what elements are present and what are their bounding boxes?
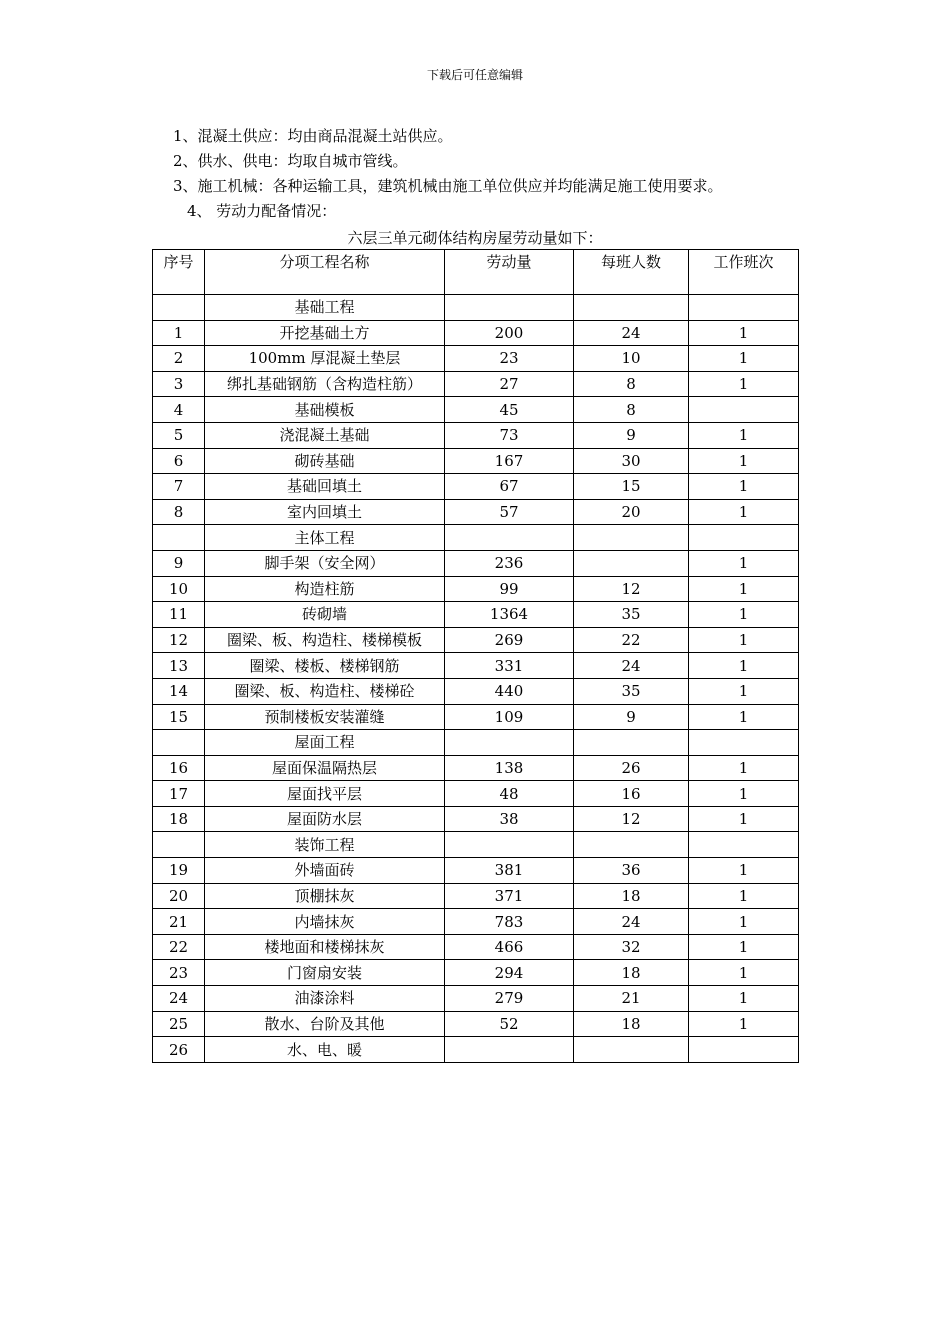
cell-labor: 99: [445, 576, 574, 602]
table-row: [153, 934, 799, 960]
table-row: [153, 320, 799, 346]
cell-labor: 23: [445, 346, 574, 372]
table-row: [153, 653, 799, 679]
cell-index: [153, 730, 205, 756]
cell-shifts: 1: [689, 627, 799, 653]
cell-item-name: 脚手架（安全网）: [205, 550, 445, 576]
cell-index: 1: [153, 320, 205, 346]
cell-labor: 279: [445, 986, 574, 1012]
cell-shifts: [689, 1037, 799, 1063]
cell-labor: [445, 832, 574, 858]
cell-labor: [445, 525, 574, 551]
cell-workers: 35: [574, 602, 689, 628]
cell-workers: [574, 295, 689, 321]
table-row: [153, 986, 799, 1012]
cell-labor: 294: [445, 960, 574, 986]
cell-labor: 109: [445, 704, 574, 730]
table-row: [153, 1037, 799, 1063]
cell-index: 11: [153, 602, 205, 628]
paragraph-water-power: 2、供水、供电：均取自城市管线。: [173, 152, 408, 170]
cell-workers: 22: [574, 627, 689, 653]
cell-workers: 15: [574, 474, 689, 500]
cell-item-name: 内墙抹灰: [205, 909, 445, 935]
cell-shifts: [689, 730, 799, 756]
paragraph-concrete-supply: 1、混凝土供应：均由商品混凝土站供应。: [173, 127, 453, 145]
cell-index: 19: [153, 858, 205, 884]
cell-labor: 138: [445, 755, 574, 781]
cell-shifts: 1: [689, 986, 799, 1012]
cell-item-name: 室内回填土: [205, 499, 445, 525]
cell-workers: 16: [574, 781, 689, 807]
table-row: [153, 448, 799, 474]
cell-workers: 12: [574, 576, 689, 602]
cell-item-name: 顶棚抹灰: [205, 883, 445, 909]
cell-labor: 1364: [445, 602, 574, 628]
table-row: [153, 499, 799, 525]
cell-shifts: 1: [689, 422, 799, 448]
cell-labor: 45: [445, 397, 574, 423]
paragraph-machinery: 3、施工机械：各种运输工具，建筑机械由施工单位供应并均能满足施工使用要求。: [173, 177, 723, 195]
cell-item-name: 散水、台阶及其他: [205, 1011, 445, 1037]
cell-index: 2: [153, 346, 205, 372]
cell-item-name: 装饰工程: [205, 832, 445, 858]
table-header-row: [153, 250, 799, 295]
table-row: [153, 422, 799, 448]
cell-shifts: 1: [689, 346, 799, 372]
header-labor: 劳动量: [445, 250, 574, 295]
cell-index: 16: [153, 755, 205, 781]
cell-item-name: 屋面找平层: [205, 781, 445, 807]
cell-workers: 8: [574, 371, 689, 397]
paragraph-labor: 4、 劳动力配备情况：: [187, 202, 337, 220]
cell-labor: 440: [445, 678, 574, 704]
cell-workers: 8: [574, 397, 689, 423]
cell-index: [153, 295, 205, 321]
cell-shifts: 1: [689, 781, 799, 807]
table-row: [153, 781, 799, 807]
cell-workers: 18: [574, 1011, 689, 1037]
cell-shifts: 1: [689, 602, 799, 628]
cell-index: 23: [153, 960, 205, 986]
cell-item-name: 圈梁、板、构造柱、楼梯模板: [205, 627, 445, 653]
table-row: [153, 371, 799, 397]
cell-workers: [574, 525, 689, 551]
cell-labor: 167: [445, 448, 574, 474]
cell-labor: 200: [445, 320, 574, 346]
table-row: [153, 346, 799, 372]
table-row: [153, 474, 799, 500]
table-row: [153, 678, 799, 704]
cell-index: 13: [153, 653, 205, 679]
header-note: 下载后可任意编辑: [426, 68, 523, 82]
cell-shifts: 1: [689, 755, 799, 781]
cell-index: 3: [153, 371, 205, 397]
cell-workers: [574, 1037, 689, 1063]
cell-workers: 21: [574, 986, 689, 1012]
table-row: [153, 704, 799, 730]
table-row: [153, 858, 799, 884]
cell-shifts: 1: [689, 576, 799, 602]
cell-item-name: 外墙面砖: [205, 858, 445, 884]
cell-index: 17: [153, 781, 205, 807]
cell-shifts: 1: [689, 550, 799, 576]
cell-index: 20: [153, 883, 205, 909]
cell-labor: 371: [445, 883, 574, 909]
cell-item-name: 门窗扇安装: [205, 960, 445, 986]
cell-workers: 18: [574, 960, 689, 986]
cell-index: 10: [153, 576, 205, 602]
header-item-name: 分项工程名称: [205, 250, 445, 295]
cell-index: 21: [153, 909, 205, 935]
table-row: [153, 883, 799, 909]
cell-index: 5: [153, 422, 205, 448]
cell-shifts: [689, 525, 799, 551]
cell-workers: 36: [574, 858, 689, 884]
cell-index: 7: [153, 474, 205, 500]
cell-item-name: 构造柱筋: [205, 576, 445, 602]
table-row: [153, 295, 799, 321]
cell-labor: 27: [445, 371, 574, 397]
cell-item-name: 楼地面和楼梯抹灰: [205, 934, 445, 960]
cell-item-name: 基础工程: [205, 295, 445, 321]
cell-shifts: 1: [689, 1011, 799, 1037]
cell-workers: 24: [574, 320, 689, 346]
cell-workers: 24: [574, 653, 689, 679]
cell-labor: 466: [445, 934, 574, 960]
table-row: [153, 550, 799, 576]
cell-workers: 24: [574, 909, 689, 935]
cell-item-name: 绑扎基础钢筋（含构造柱筋）: [205, 371, 445, 397]
cell-workers: 30: [574, 448, 689, 474]
cell-labor: 73: [445, 422, 574, 448]
cell-item-name: 砖砌墙: [205, 602, 445, 628]
table-row: [153, 832, 799, 858]
cell-index: 15: [153, 704, 205, 730]
cell-shifts: 1: [689, 806, 799, 832]
cell-shifts: 1: [689, 448, 799, 474]
cell-index: 9: [153, 550, 205, 576]
cell-item-name: 圈梁、板、构造柱、楼梯砼: [205, 678, 445, 704]
table-row: [153, 627, 799, 653]
cell-index: 25: [153, 1011, 205, 1037]
cell-index: [153, 832, 205, 858]
table-row: [153, 576, 799, 602]
cell-shifts: 1: [689, 320, 799, 346]
cell-labor: 57: [445, 499, 574, 525]
table-row: [153, 602, 799, 628]
cell-index: 24: [153, 986, 205, 1012]
cell-item-name: 水、电、暖: [205, 1037, 445, 1063]
cell-workers: 9: [574, 422, 689, 448]
cell-shifts: [689, 832, 799, 858]
cell-workers: [574, 730, 689, 756]
cell-shifts: [689, 397, 799, 423]
cell-shifts: 1: [689, 474, 799, 500]
labor-table: [152, 249, 799, 1063]
cell-item-name: 油漆涂料: [205, 986, 445, 1012]
cell-item-name: 基础模板: [205, 397, 445, 423]
cell-shifts: 1: [689, 934, 799, 960]
cell-shifts: 1: [689, 371, 799, 397]
cell-shifts: 1: [689, 499, 799, 525]
cell-labor: [445, 295, 574, 321]
cell-labor: 783: [445, 909, 574, 935]
cell-index: 8: [153, 499, 205, 525]
header-index: 序号: [153, 250, 205, 295]
cell-index: 4: [153, 397, 205, 423]
header-shifts: 工作班次: [689, 250, 799, 295]
cell-index: 18: [153, 806, 205, 832]
cell-item-name: 主体工程: [205, 525, 445, 551]
cell-item-name: 开挖基础土方: [205, 320, 445, 346]
cell-labor: 269: [445, 627, 574, 653]
table-caption: 六层三单元砌体结构房屋劳动量如下：: [347, 229, 603, 247]
cell-shifts: 1: [689, 883, 799, 909]
cell-workers: 9: [574, 704, 689, 730]
cell-index: 12: [153, 627, 205, 653]
cell-shifts: 1: [689, 653, 799, 679]
cell-item-name: 砌砖基础: [205, 448, 445, 474]
table-row: [153, 1011, 799, 1037]
table-body: [153, 295, 799, 1063]
cell-labor: 236: [445, 550, 574, 576]
cell-workers: 26: [574, 755, 689, 781]
table-row: [153, 755, 799, 781]
cell-shifts: 1: [689, 858, 799, 884]
cell-labor: 38: [445, 806, 574, 832]
cell-labor: 331: [445, 653, 574, 679]
cell-shifts: [689, 295, 799, 321]
cell-item-name: 预制楼板安装灌缝: [205, 704, 445, 730]
cell-labor: 48: [445, 781, 574, 807]
cell-labor: 52: [445, 1011, 574, 1037]
cell-shifts: 1: [689, 909, 799, 935]
cell-workers: 10: [574, 346, 689, 372]
cell-labor: 381: [445, 858, 574, 884]
table-row: [153, 397, 799, 423]
table-row: [153, 730, 799, 756]
cell-labor: [445, 1037, 574, 1063]
table-row: [153, 806, 799, 832]
cell-shifts: 1: [689, 678, 799, 704]
table-row: [153, 909, 799, 935]
cell-workers: 35: [574, 678, 689, 704]
cell-index: 14: [153, 678, 205, 704]
cell-item-name: 浇混凝土基础: [205, 422, 445, 448]
cell-item-name: 屋面防水层: [205, 806, 445, 832]
header-workers-per-shift: 每班人数: [574, 250, 689, 295]
cell-shifts: 1: [689, 704, 799, 730]
table-row: [153, 525, 799, 551]
cell-index: [153, 525, 205, 551]
cell-index: 22: [153, 934, 205, 960]
cell-workers: 32: [574, 934, 689, 960]
cell-workers: [574, 550, 689, 576]
cell-workers: 18: [574, 883, 689, 909]
cell-labor: 67: [445, 474, 574, 500]
cell-item-name: 100mm 厚混凝土垫层: [205, 346, 445, 372]
cell-index: 6: [153, 448, 205, 474]
cell-item-name: 基础回填土: [205, 474, 445, 500]
cell-workers: 12: [574, 806, 689, 832]
cell-item-name: 圈梁、楼板、楼梯钢筋: [205, 653, 445, 679]
cell-shifts: 1: [689, 960, 799, 986]
cell-item-name: 屋面保温隔热层: [205, 755, 445, 781]
cell-labor: [445, 730, 574, 756]
cell-workers: 20: [574, 499, 689, 525]
cell-workers: [574, 832, 689, 858]
cell-index: 26: [153, 1037, 205, 1063]
table-row: [153, 960, 799, 986]
cell-item-name: 屋面工程: [205, 730, 445, 756]
